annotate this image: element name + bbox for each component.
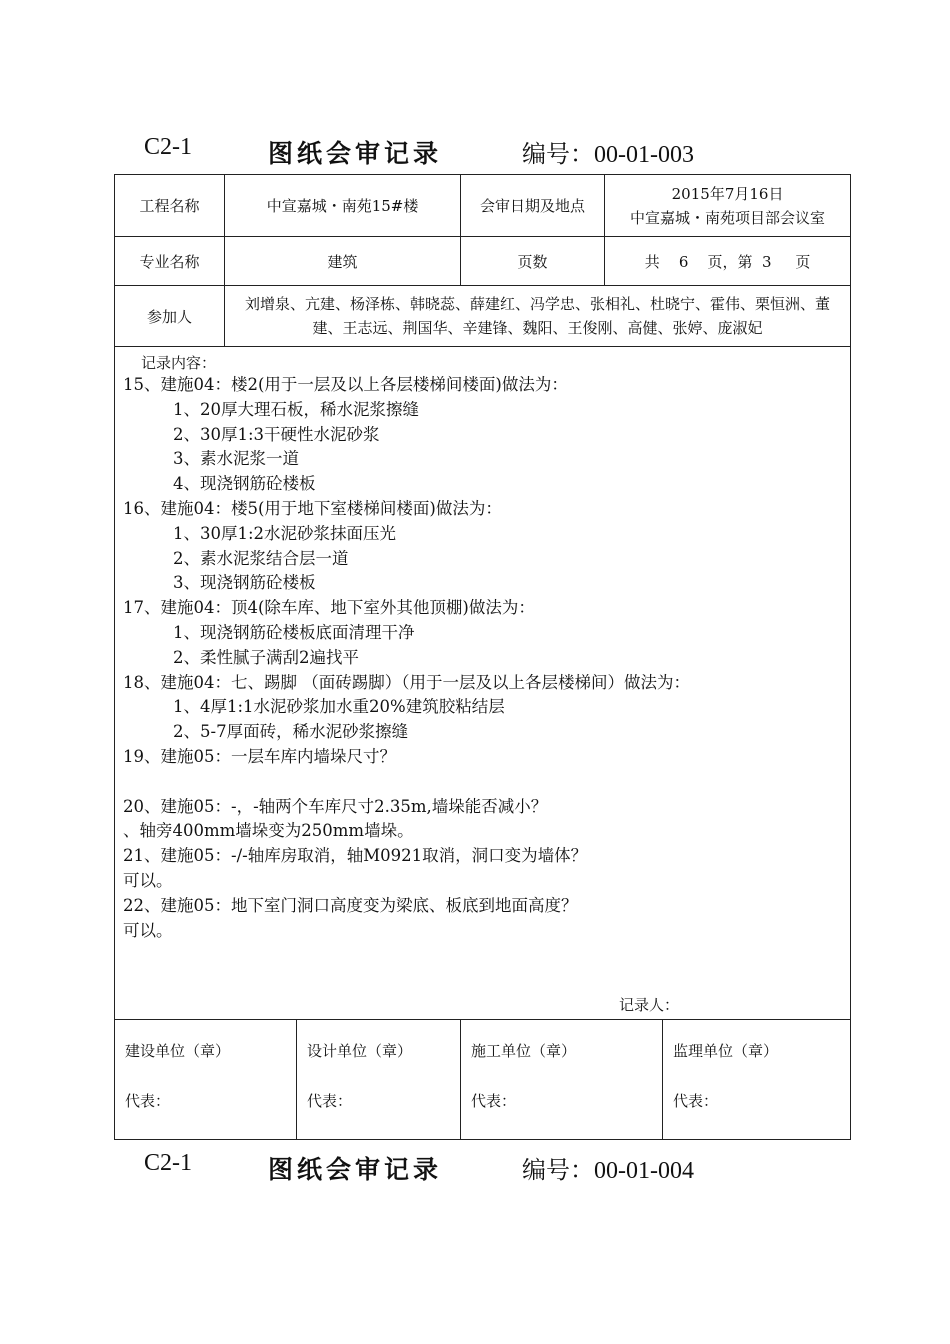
designer-rep-label: 代表： xyxy=(307,1092,353,1110)
review-date-value: 2015年7月16日 xyxy=(671,184,784,203)
record-content-lines xyxy=(123,373,842,943)
participants-line-1: 刘增泉、亢建、杨泽栋、韩晓蕊、薛建红、冯学忠、张相礼、杜晓宁、霍伟、栗恒洲、董 xyxy=(245,295,831,313)
record-content-title: 记录内容： xyxy=(141,354,217,372)
recorder-label: 记录人： xyxy=(619,996,680,1014)
record-content xyxy=(115,347,851,1020)
review-record-table xyxy=(114,174,851,1140)
designer-unit-label: 设计单位（章） xyxy=(307,1042,413,1060)
content-line: 2、素水泥浆结合层一道 xyxy=(173,548,349,568)
content-line: 16、建施04：楼5(用于地下室楼梯间楼面)做法为： xyxy=(123,498,502,518)
content-line: 、轴旁400mm墙垛变为250mm墙垛。 xyxy=(123,821,414,841)
contractor-rep-label: 代表： xyxy=(471,1092,517,1110)
content-line: 21、建施05：-/-轴库房取消，轴M0921取消，洞口变为墙体？ xyxy=(123,846,588,866)
supervisor-unit-label: 监理单位（章） xyxy=(673,1042,779,1060)
content-line: 19、建施05：一层车库内墙垛尺寸？ xyxy=(123,746,396,766)
participants-line-2: 建、王志远、荆国华、辛建锋、魏阳、王俊刚、高健、张婷、庞淑妃 xyxy=(312,319,763,337)
form-title-next: 图纸会审记录 xyxy=(268,1155,443,1184)
participants-list xyxy=(225,286,851,347)
form-title: 图纸会审记录 xyxy=(268,139,443,168)
content-line: 17、建施04：顶4(除车库、地下室外其他顶棚)做法为： xyxy=(123,598,535,618)
review-date-place xyxy=(605,175,851,237)
signature-contractor xyxy=(461,1020,663,1140)
participants-row xyxy=(115,286,851,347)
content-line: 2、30厚1:3干硬性水泥砂浆 xyxy=(173,424,380,444)
content-line: 1、4厚1:1水泥砂浆加水重20%建筑胶粘结层 xyxy=(173,697,505,717)
signature-owner xyxy=(115,1020,297,1140)
content-line: 20、建施05：-，-轴两个车库尺寸2.35m,墙垛能否减小？ xyxy=(123,796,548,816)
project-row xyxy=(115,175,851,237)
pages-label: 页数 xyxy=(461,237,605,286)
signature-supervisor xyxy=(663,1020,851,1140)
project-name-label: 工程名称 xyxy=(115,175,225,237)
content-line: 3、素水泥浆一道 xyxy=(173,449,299,469)
pages-value: 共 6 页，第 3 页 xyxy=(605,237,851,286)
owner-rep-label: 代表： xyxy=(125,1092,171,1110)
content-line: 可以。 xyxy=(123,920,173,940)
content-line: 4、现浇钢筋砼楼板 xyxy=(173,474,316,494)
discipline-row xyxy=(115,237,851,286)
discipline-value: 建筑 xyxy=(225,237,461,286)
content-line: 18、建施04：七、踢脚 （面砖踢脚）（用于一层及以上各层楼梯间）做法为： xyxy=(123,672,690,692)
page-header-bottom xyxy=(0,1150,950,1190)
content-line: 22、建施05：地下室门洞口高度变为梁底、板底到地面高度？ xyxy=(123,895,578,915)
participants-label: 参加人 xyxy=(115,286,225,347)
content-line: 1、30厚1:2水泥砂浆抹面压光 xyxy=(173,523,397,543)
discipline-label: 专业名称 xyxy=(115,237,225,286)
owner-unit-label: 建设单位（章） xyxy=(125,1042,231,1060)
review-place-value: 中宣嘉城・南苑项目部会议室 xyxy=(630,208,826,227)
review-date-label: 会审日期及地点 xyxy=(461,175,605,237)
content-line: 3、现浇钢筋砼楼板 xyxy=(173,573,316,593)
supervisor-rep-label: 代表： xyxy=(673,1092,719,1110)
form-code: C2-1 xyxy=(144,134,192,160)
contractor-unit-label: 施工单位（章） xyxy=(471,1042,577,1060)
form-number-next: 编号：00-01-004 xyxy=(522,1158,694,1184)
content-line: 1、现浇钢筋砼楼板底面清理干净 xyxy=(173,622,415,642)
form-code-next: C2-1 xyxy=(144,1150,192,1176)
signature-row xyxy=(115,1020,851,1140)
content-line: 可以。 xyxy=(123,870,173,890)
content-line xyxy=(123,770,842,795)
content-line: 2、5-7厚面砖，稀水泥砂浆擦缝 xyxy=(173,722,409,742)
content-line: 2、柔性腻子满刮2遍找平 xyxy=(173,647,359,667)
content-line: 15、建施04：楼2(用于一层及以上各层楼梯间楼面)做法为： xyxy=(123,375,568,394)
form-number: 编号：00-01-003 xyxy=(522,142,694,168)
page-header-top xyxy=(0,134,950,174)
content-line: 1、20厚大理石板，稀水泥浆擦缝 xyxy=(173,399,419,419)
signature-designer xyxy=(297,1020,461,1140)
project-name-value: 中宣嘉城・南苑15#楼 xyxy=(225,175,461,237)
content-row xyxy=(115,347,851,1020)
